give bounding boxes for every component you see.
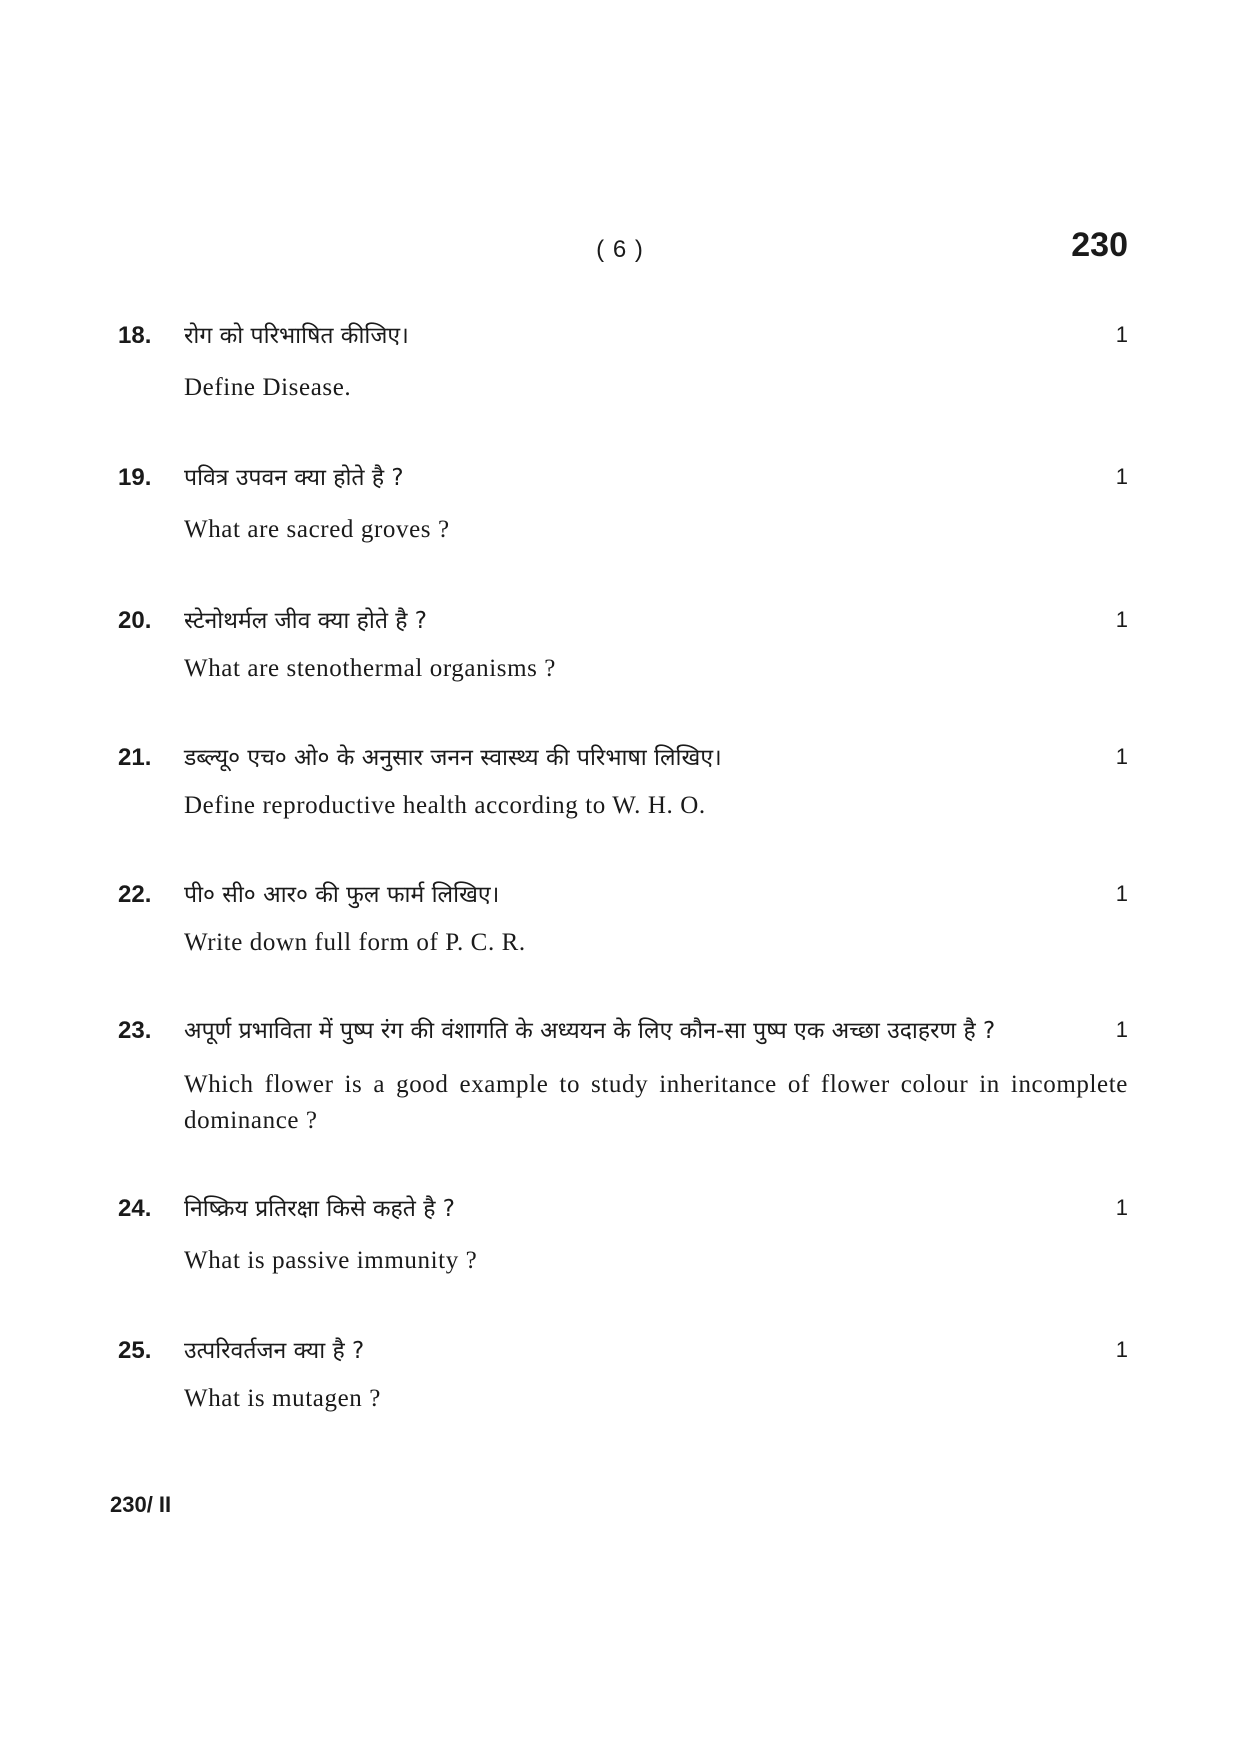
question-number: 22.	[118, 881, 152, 908]
question-hindi: अपूर्ण प्रभाविता में पुष्प रंग की वंशागति के अध्ययन के लिए कौन-सा पुष्प एक अच्छा उदाहरण है ?	[184, 1018, 996, 1044]
question-hindi: रोग को परिभाषित कीजिए।	[184, 323, 409, 349]
question-number: 25.	[118, 1337, 152, 1364]
question-number: 20.	[118, 607, 152, 634]
question-hindi: स्टेनोथर्मल जीव क्या होते है ?	[184, 608, 427, 634]
question-hindi: निष्क्रिय प्रतिरक्षा किसे कहते है ?	[184, 1196, 455, 1222]
question-hindi: पी० सी० आर० की फुल फार्म लिखिए।	[184, 882, 500, 908]
question-english: Write down full form of P. C. R.	[184, 929, 526, 956]
question-number: 19.	[118, 464, 152, 491]
page-number: ( 6 )	[596, 236, 644, 263]
question-number: 18.	[118, 322, 152, 349]
question-marks: 1	[1115, 607, 1128, 632]
question-hindi: डब्ल्यू० एच० ओ० के अनुसार जनन स्वास्थ्य की परिभाषा लिखिए।	[184, 745, 722, 771]
question-english: What are stenothermal organisms ?	[184, 655, 556, 682]
footer-code: 230/ II	[110, 1492, 172, 1517]
question-hindi: पवित्र उपवन क्या होते है ?	[184, 465, 404, 491]
paper-code: 230	[1071, 226, 1128, 264]
question-marks: 1	[1115, 1017, 1128, 1042]
question-marks: 1	[1115, 881, 1128, 906]
question-english: What is passive immunity ?	[184, 1247, 478, 1274]
question-hindi: उत्परिवर्तजन क्या है ?	[184, 1338, 365, 1364]
question-number: 24.	[118, 1195, 152, 1222]
question-english: What are sacred groves ?	[184, 516, 450, 543]
question-english: Which flower is a good example to study inheritance of flower colour in incomplete dominance ?	[184, 1071, 1128, 1134]
question-marks: 1	[1115, 1195, 1128, 1220]
question-marks: 1	[1115, 322, 1128, 347]
question-marks: 1	[1115, 464, 1128, 489]
question-marks: 1	[1115, 744, 1128, 769]
question-english: Define reproductive health according to W. H. O.	[184, 792, 706, 819]
question-number: 23.	[118, 1017, 152, 1044]
question-english: Define Disease.	[184, 374, 352, 401]
question-english: What is mutagen ?	[184, 1385, 381, 1412]
question-number: 21.	[118, 744, 152, 771]
question-marks: 1	[1115, 1337, 1128, 1362]
